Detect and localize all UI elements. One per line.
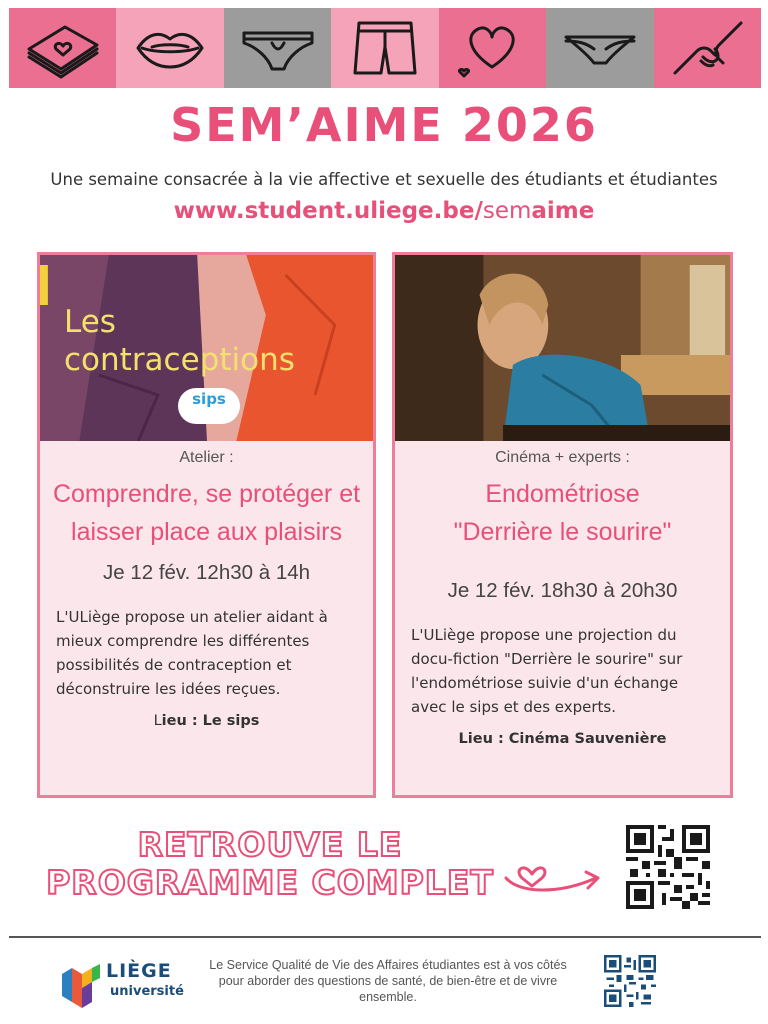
uliege-logo-mark-icon	[58, 962, 100, 1008]
event-card-endometriose	[392, 252, 733, 798]
cta-line1: RETROUVE LE	[137, 825, 403, 864]
event-datetime: Je 12 fév. 18h30 à 20h30	[447, 579, 678, 602]
event-headline: Comprendre, se protéger et laisser place aux plaisirs	[52, 480, 361, 546]
icon-banner	[9, 8, 761, 88]
website-prefix: www.student.uliege.be/	[173, 198, 483, 224]
page-subtitle: Une semaine consacrée à la vie affective et sexuelle des étudiants et étudiantes	[50, 170, 718, 189]
event-place: Lieu : Cinéma Sauvenière	[458, 731, 667, 747]
event-place-rest: ieu : Le sips	[161, 713, 260, 729]
sips-logo-text: sips	[192, 390, 226, 408]
website-end: aime	[531, 198, 595, 224]
qr-code-program[interactable]	[626, 825, 710, 909]
banner-tile	[546, 8, 653, 88]
logo-line1: LIÈGE	[106, 960, 172, 982]
film-still-illustration	[395, 255, 730, 441]
briefs-icon	[238, 17, 318, 79]
footer-text: Le Service Qualité de Vie des Affaires étudiantes est à vos côtés pour aborder des questions de santé, de bien-être et de vivre ensemble.	[209, 958, 567, 1004]
banner-tile	[439, 8, 546, 88]
banner-tile	[654, 8, 761, 88]
lips-icon	[130, 17, 210, 79]
film-still-image	[395, 255, 730, 441]
logo-line2: université	[110, 984, 184, 999]
footer-divider	[9, 936, 761, 938]
event-headline-line2: "Derrière le sourire"	[453, 518, 672, 546]
poster-title	[64, 303, 295, 379]
event-headline-line1: Endométriose	[485, 480, 640, 508]
event-description: L'ULiège propose un atelier aidant à mieux comprendre les différentes possibilités de contraception et déconstruire les idées reçues.	[56, 608, 328, 698]
heart-icon	[452, 17, 532, 79]
heart-arrow-icon	[500, 848, 608, 902]
page-title: SEM’AIME 2026	[170, 98, 598, 152]
event-datetime: Je 12 fév. 12h30 à 14h	[102, 561, 311, 584]
website-mid: sem	[482, 198, 532, 224]
poster-image-contraceptions	[40, 255, 373, 441]
event-card-contraceptions	[37, 252, 376, 798]
banner-tile	[331, 8, 438, 88]
uliege-logo	[58, 960, 188, 1010]
event-place-letter: L	[153, 713, 162, 729]
event-description: L'ULiège propose une projection du docu-fiction "Derrière le sourire" sur l'endométriose suivie d'un échange avec le sips et des experts.	[411, 626, 683, 716]
event-place	[40, 713, 373, 729]
condom-wrapper-icon	[23, 17, 103, 79]
event-kind: Cinéma + experts :	[495, 449, 630, 466]
sips-logo	[178, 388, 240, 424]
qr-code-footer[interactable]	[604, 955, 656, 1007]
banner-tile	[116, 8, 223, 88]
cta-line2: PROGRAMME COMPLET	[46, 863, 494, 902]
holding-hands-icon	[667, 17, 747, 79]
program-call-to-action	[40, 826, 500, 902]
event-kind: Atelier :	[179, 449, 234, 466]
event-headline	[395, 475, 730, 551]
boxer-shorts-icon	[345, 17, 425, 79]
poster-title-line1: Les	[64, 304, 116, 340]
website-link[interactable]	[0, 198, 768, 224]
panties-icon	[560, 17, 640, 79]
banner-tile	[224, 8, 331, 88]
banner-tile	[9, 8, 116, 88]
poster-title-line2: contraceptions	[64, 342, 295, 378]
